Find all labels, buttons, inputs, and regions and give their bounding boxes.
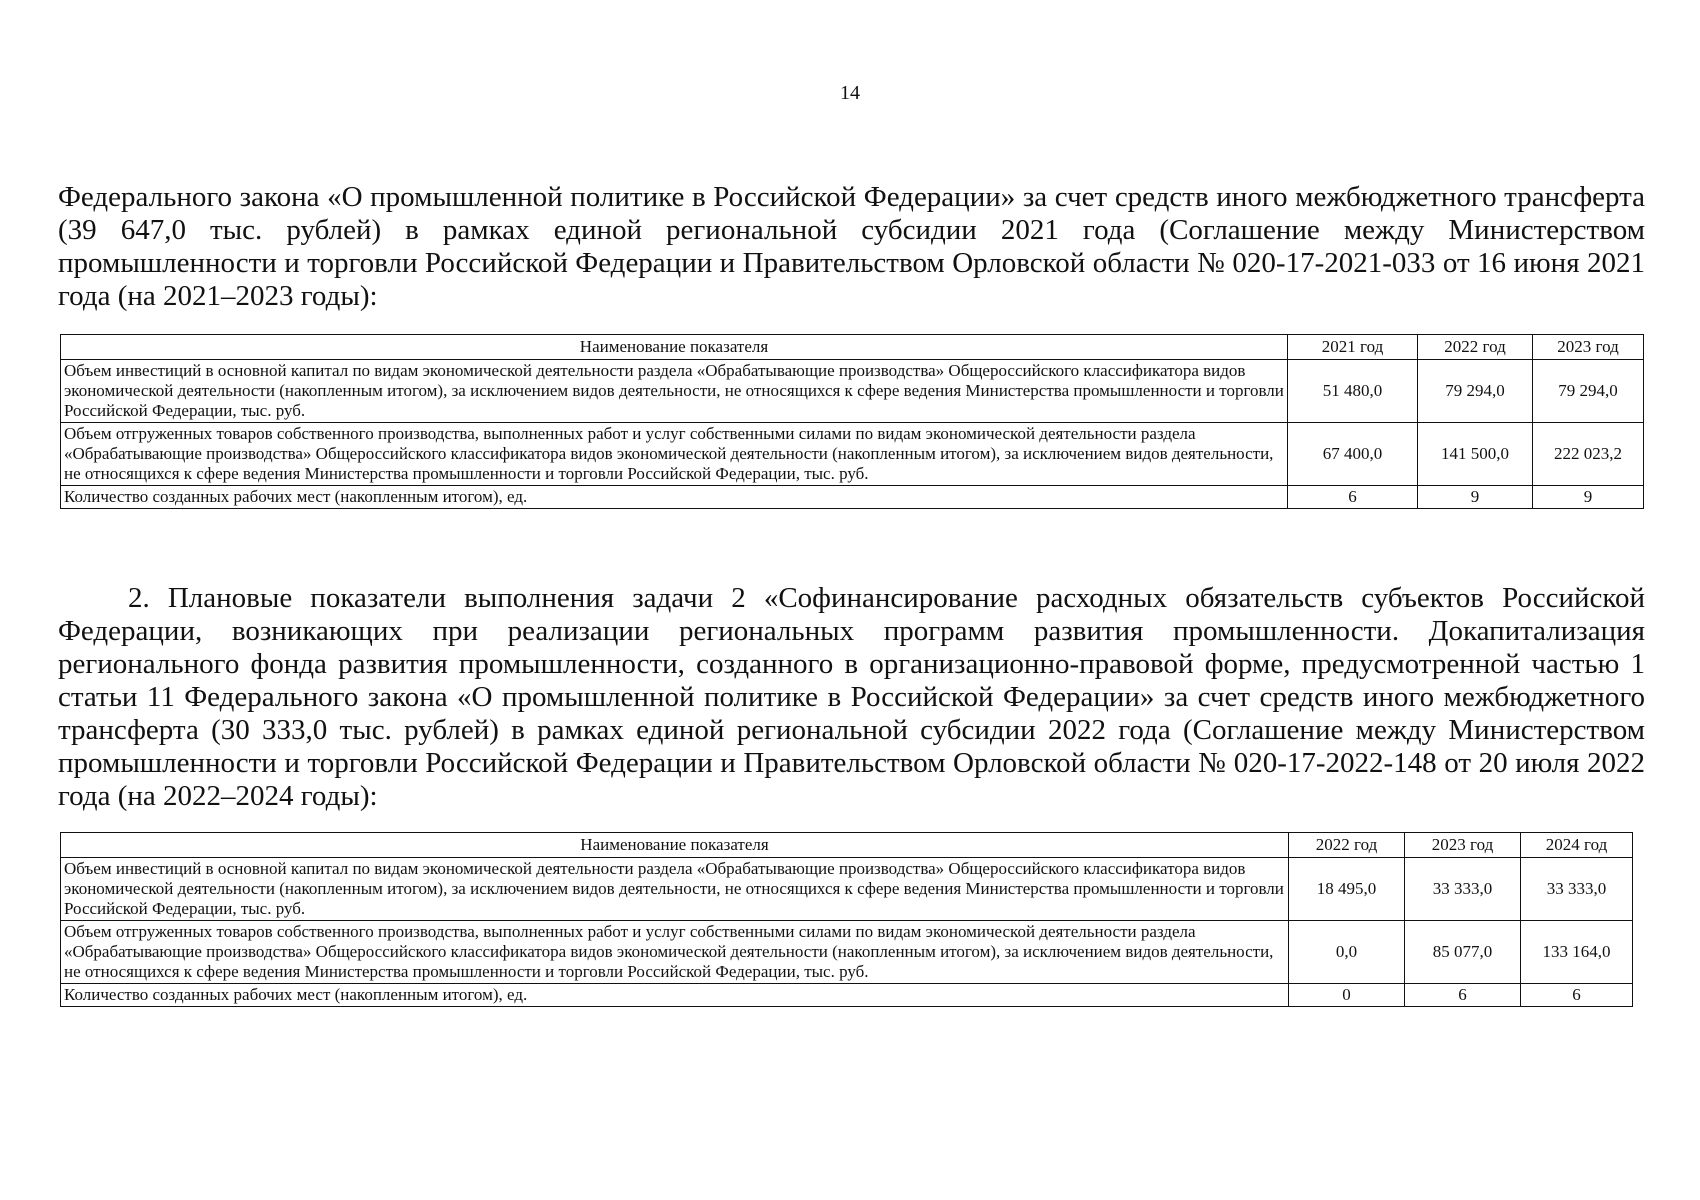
- indicator-value: 79 294,0: [1533, 360, 1644, 423]
- indicator-value: 9: [1533, 486, 1644, 509]
- page-number: 14: [840, 82, 860, 104]
- indicators-table-2021: [60, 334, 1644, 509]
- indicator-value: 79 294,0: [1418, 360, 1533, 423]
- column-header-year: 2022 год: [1289, 833, 1405, 858]
- indicator-name: Объем инвестиций в основной капитал по видам экономической деятельности раздела «Обрабатывающие производства» Общероссийского классификатора видов экономической деятельности (накопленным итогом), за исключением видов деятельности, не относящихся к сфере ведения Министерства промышленности и торговли Российской Федерации, тыс. руб.: [61, 360, 1288, 423]
- column-header-year: 2022 год: [1418, 335, 1533, 360]
- indicator-value: 85 077,0: [1405, 921, 1521, 984]
- indicator-value: 0: [1289, 984, 1405, 1007]
- indicator-value: 6: [1288, 486, 1418, 509]
- table-row: [61, 921, 1633, 984]
- table-row: [61, 486, 1644, 509]
- paragraph-task-2: 2. Плановые показатели выполнения задачи 2 «Софинансирование расходных обязательств субъектов Российской Федерации, возникающих при реализации региональных программ развития промышленности. Докапитализация регионального фонда развития промышленности, созданного в организационно-правовой форме, предусмотренной частью 1 статьи 11 Федерального закона «О промышленной политике в Российской Федерации» за счет средств иного межбюджетного трансферта (30 333,0 тыс. рублей) в рамках единой региональной субсидии 2022 года (Соглашение между Министерством промышленности и торговли Российской Федерации и Правительством Орловской области № 020-17-2022-148 от 20 июля 2022 года (на 2022–2024 годы):: [58, 582, 1645, 812]
- column-header-year: 2023 год: [1533, 335, 1644, 360]
- indicator-name: Объем отгруженных товаров собственного производства, выполненных работ и услуг собственными силами по видам экономической деятельности раздела «Обрабатывающие производства» Общероссийского классификатора видов экономической деятельности (накопленным итогом), за исключением видов деятельности, не относящихся к сфере ведения Министерства промышленности и торговли Российской Федерации, тыс. руб.: [61, 423, 1288, 486]
- indicators-table-2022: [60, 832, 1633, 1007]
- column-header-indicator: Наименование показателя: [61, 335, 1288, 360]
- indicator-name: Количество созданных рабочих мест (накопленным итогом), ед.: [61, 984, 1289, 1007]
- indicator-name: Объем инвестиций в основной капитал по видам экономической деятельности раздела «Обрабатывающие производства» Общероссийского классификатора видов экономической деятельности (накопленным итогом), за исключением видов деятельности, не относящихся к сфере ведения Министерства промышленности и торговли Российской Федерации, тыс. руб.: [61, 858, 1289, 921]
- indicator-value: 0,0: [1289, 921, 1405, 984]
- indicator-value: 9: [1418, 486, 1533, 509]
- indicator-value: 6: [1521, 984, 1633, 1007]
- table-row: [61, 984, 1633, 1007]
- table-header-row: [61, 335, 1644, 360]
- column-header-year: 2023 год: [1405, 833, 1521, 858]
- table-row: [61, 423, 1644, 486]
- paragraph-intro: Федерального закона «О промышленной политике в Российской Федерации» за счет средств иного межбюджетного трансферта (39 647,0 тыс. рублей) в рамках единой региональной субсидии 2021 года (Соглашение между Министерством промышленности и торговли Российской Федерации и Правительством Орловской области № 020-17-2021-033 от 16 июня 2021 года (на 2021–2023 годы):: [58, 181, 1645, 312]
- indicator-value: 51 480,0: [1288, 360, 1418, 423]
- column-header-year: 2024 год: [1521, 833, 1633, 858]
- indicator-name: Количество созданных рабочих мест (накопленным итогом), ед.: [61, 486, 1288, 509]
- indicator-value: 33 333,0: [1521, 858, 1633, 921]
- column-header-indicator: Наименование показателя: [61, 833, 1289, 858]
- indicator-value: 6: [1405, 984, 1521, 1007]
- indicator-value: 133 164,0: [1521, 921, 1633, 984]
- indicator-value: 67 400,0: [1288, 423, 1418, 486]
- indicator-value: 141 500,0: [1418, 423, 1533, 486]
- table-header-row: [61, 833, 1633, 858]
- column-header-year: 2021 год: [1288, 335, 1418, 360]
- indicator-value: 33 333,0: [1405, 858, 1521, 921]
- indicator-name: Объем отгруженных товаров собственного производства, выполненных работ и услуг собственными силами по видам экономической деятельности раздела «Обрабатывающие производства» Общероссийского классификатора видов экономической деятельности (накопленным итогом), за исключением видов деятельности, не относящихся к сфере ведения Министерства промышленности и торговли Российской Федерации, тыс. руб.: [61, 921, 1289, 984]
- indicator-value: 18 495,0: [1289, 858, 1405, 921]
- indicator-value: 222 023,2: [1533, 423, 1644, 486]
- table-row: [61, 858, 1633, 921]
- table-row: [61, 360, 1644, 423]
